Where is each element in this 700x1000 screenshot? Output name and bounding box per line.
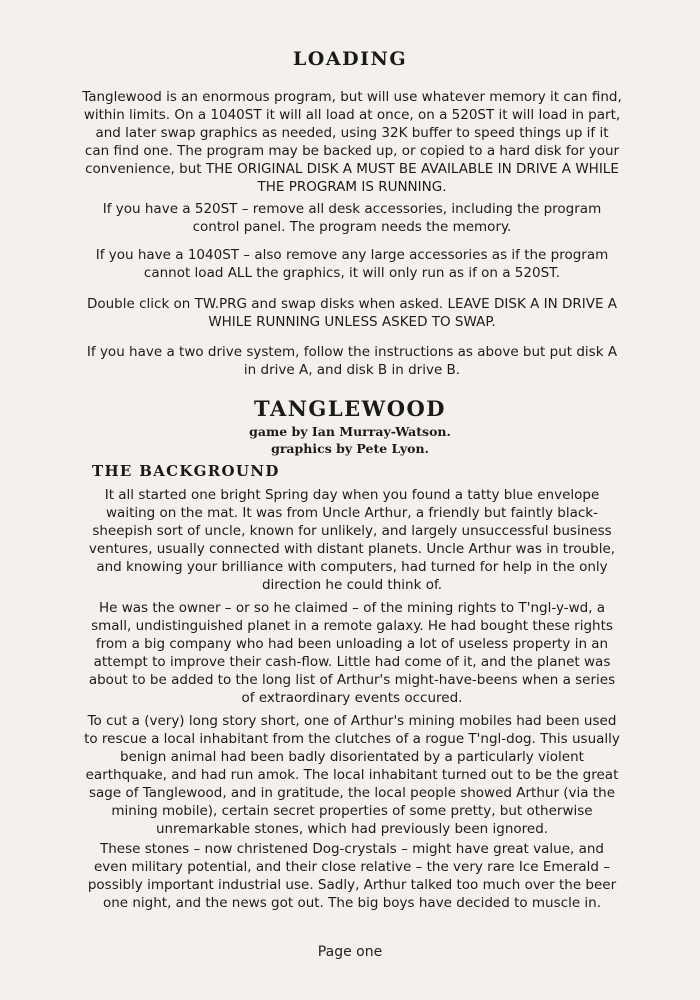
loading-paragraph-1040st: If you have a 1040ST – also remove any large accessories as if the program cannot load ALL the graphics, it will only run as if on a 520ST. [95, 247, 609, 281]
graphics-credit: graphics by Pete Lyon. [271, 441, 429, 456]
game-title: TANGLEWOOD [253, 396, 447, 421]
loading-heading: LOADING [292, 48, 408, 70]
loading-paragraph-double-click: Double click on TW.PRG and swap disks when asked. LEAVE DISK A IN DRIVE A WHILE RUNNING UNLESS ASKED TO SWAP. [86, 296, 618, 330]
background-paragraph-rescue: To cut a (very) long story short, one of Arthur's mining mobiles had been used to rescue a local inhabitant from the clutches of a rogue T'ngl-dog. This usually benign animal had been badly disorientated by a particularly violent earthquake, and had run amok. The local inhabitant turned out to be the great sage of Tanglewood, and in gratitude, the local people showed Arthur (via the mining mobile), certain secret properties of some pretty, but otherwise unremarkable stones, which had previously been ignored. [84, 713, 620, 837]
loading-paragraph-memory: Tanglewood is an enormous program, but will use whatever memory it can find, within limits. On a 1040ST it will all load at once, on a 520ST it will load in part, and later swap graphics as needed, using 32K buffer to speed things up if it can find one. The program may be backed up, or copied to a hard disk for your convenience, but THE ORIGINAL DISK A MUST BE AVAILABLE IN DRIVE A WHILE THE PROGRAM IS RUNNING. [82, 89, 622, 195]
background-paragraph-stones: These stones – now christened Dog-crystals – might have great value, and even military potential, and their close relative – the very rare Ice Emerald – possibly important industrial use. Sadly, Arthur talked too much over the beer one night, and the news got out. The big boys have decided to muscle in. [87, 841, 617, 911]
background-heading: THE BACKGROUND [92, 462, 280, 480]
background-paragraph-envelope: It all started one bright Spring day when you found a tatty blue envelope waiting on the mat. It was from Uncle Arthur, a friendly but faintly black-sheepish sort of uncle, known for unlikely, and largely unsuccessful business ventures, usually connected with distant planets. Uncle Arthur was in trouble, and knowing your brilliance with computers, had turned for help in the only direction he could think of. [88, 487, 616, 593]
loading-paragraph-520st: If you have a 520ST – remove all desk accessories, including the program control panel. The program needs the memory. [102, 201, 602, 235]
page-number: Page one [317, 944, 383, 960]
game-credit: game by Ian Murray-Watson. [249, 424, 451, 439]
background-paragraph-mining-rights: He was the owner – or so he claimed – of the mining rights to T'ngl-y-wd, a small, undistinguished planet in a remote galaxy. He had bought these rights from a big company who had been unloading a lot of useless property in an attempt to improve their cash-flow. Little had come of it, and the planet was about to be added to the long list of Arthur's might-have-beens when a series of extraordinary events occured. [88, 600, 616, 706]
loading-paragraph-two-drive: If you have a two drive system, follow the instructions as above but put disk A in drive A, and disk B in drive B. [86, 344, 618, 378]
